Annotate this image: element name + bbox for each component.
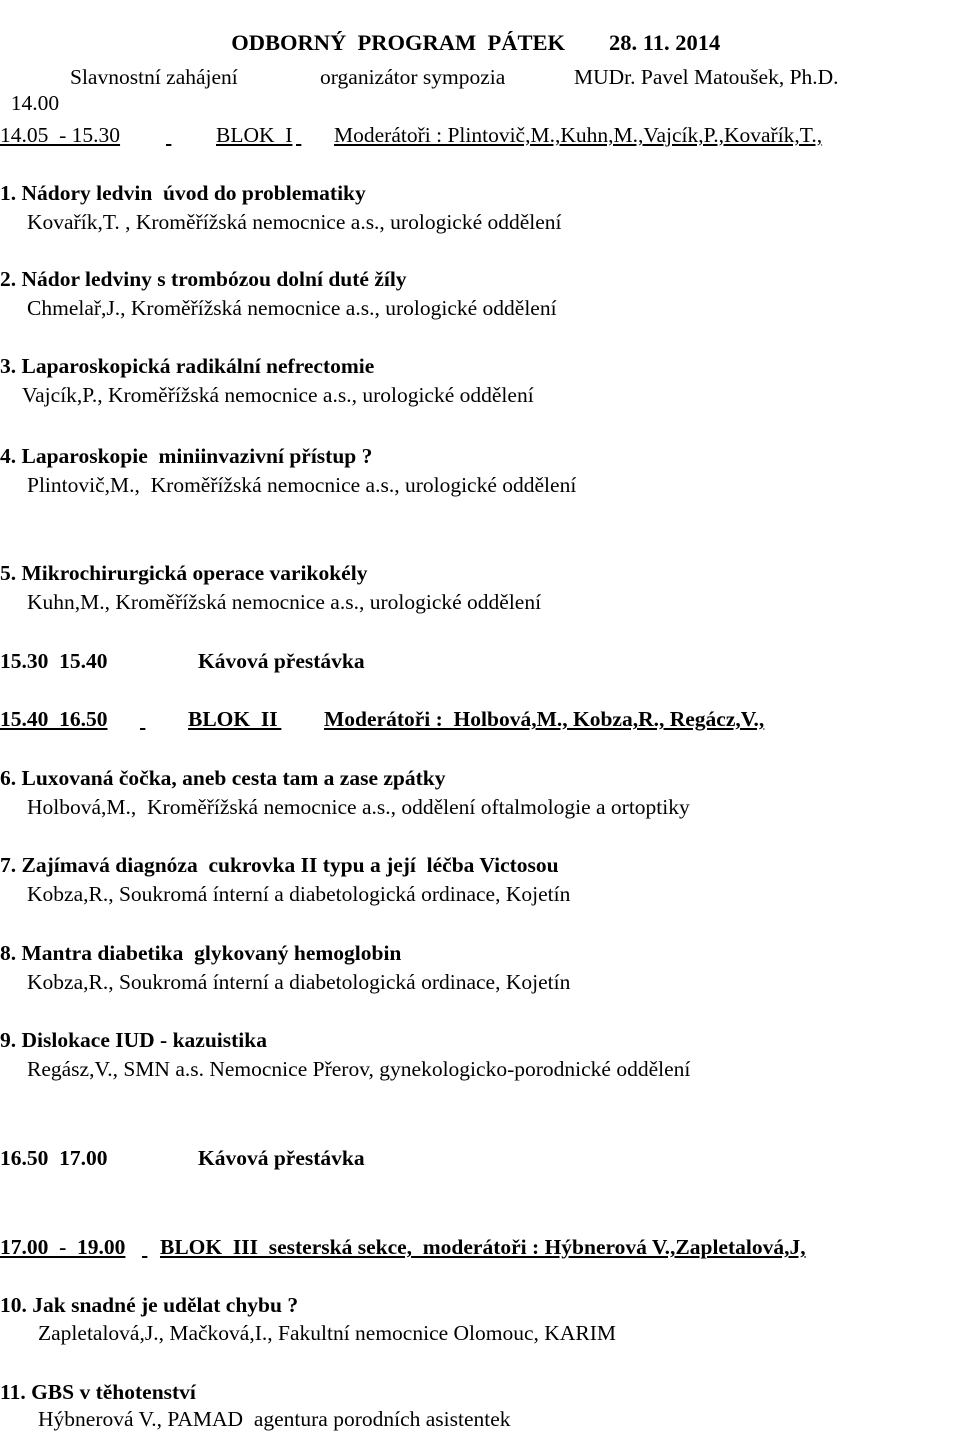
- talk-9-title: 9. Dislokace IUD - kazuistika: [0, 1028, 267, 1052]
- block1-spacer1: [166, 122, 216, 148]
- talk-7-title: 7. Zajímavá diagnóza cukrovka II typu a její léčba Victosou: [0, 853, 559, 877]
- block3-text: BLOK III sesterská sekce, moderátoři : Hýbnerová V.,Zapletalová,J,: [160, 1235, 806, 1259]
- talk-5-author: Kuhn,M., Kroměřížská nemocnice a.s., urologické oddělení: [27, 590, 542, 614]
- break1-time: 15.30 15.40: [0, 649, 108, 673]
- block3-time: 17.00 - 19.00: [0, 1235, 126, 1259]
- talk-3-author: Vajcík,P., Kroměřížská nemocnice a.s., urologické oddělení: [22, 383, 534, 407]
- talk-7-author: Kobza,R., Soukromá ínterní a diabetologická ordinace, Kojetín: [27, 882, 571, 906]
- talk-11-author: Hýbnerová V., PAMAD agentura porodních asistentek: [38, 1407, 511, 1431]
- block2-moderators: Moderátoři : Holbová,M., Kobza,R., Regácz,V.,: [324, 707, 765, 731]
- program-date: 28. 11. 2014: [609, 30, 721, 55]
- program-title-text: ODBORNÝ PROGRAM PÁTEK: [231, 30, 565, 55]
- talk-2-title: 2. Nádor ledviny s trombózou dolní duté žíly: [0, 267, 407, 291]
- opening-row: [0, 64, 59, 116]
- block1-moderators: Moderátoři : Plintovič,M.,Kuhn,M.,Vajcík,P.,Kovařík,T.,: [334, 123, 823, 147]
- talk-1-author: Kovařík,T. , Kroměřížská nemocnice a.s., urologické oddělení: [27, 210, 562, 234]
- break2-label: Kávová přestávka: [198, 1146, 365, 1170]
- talk-10-author: Zapletalová,J., Mačková,I., Fakultní nemocnice Olomouc, KARIM: [38, 1321, 616, 1345]
- block2-time: 15.40 16.50: [0, 707, 108, 731]
- talk-8-title: 8. Mantra diabetika glykovaný hemoglobin: [0, 941, 402, 965]
- block2-spacer1: [140, 706, 188, 732]
- opening-person: MUDr. Pavel Matoušek, Ph.D.: [574, 65, 839, 89]
- talk-11-title: 11. GBS v těhotenství: [0, 1380, 196, 1404]
- talk-1-title: 1. Nádory ledvin úvod do problematiky: [0, 181, 366, 205]
- break1-label: Kávová přestávka: [198, 649, 365, 673]
- program-title: [220, 4, 720, 56]
- block2-name: BLOK II: [188, 707, 278, 731]
- talk-5-title: 5. Mikrochirurgická operace varikokély: [0, 561, 368, 585]
- talk-6-author: Holbová,M., Kroměřížská nemocnice a.s., oddělení oftalmologie a ortoptiky: [27, 795, 690, 819]
- block3-spacer: [142, 1234, 162, 1260]
- opening-time: 14.00: [10, 91, 60, 115]
- block1-name: BLOK I: [216, 123, 293, 147]
- talk-8-author: Kobza,R., Soukromá ínterní a diabetologická ordinace, Kojetín: [27, 970, 571, 994]
- talk-2-author: Chmelař,J., Kroměřížská nemocnice a.s., urologické oddělení: [27, 296, 557, 320]
- block1-spacer2: [296, 122, 336, 148]
- talk-4-title: 4. Laparoskopie miniinvazivní přístup ?: [0, 444, 373, 468]
- break2-time: 16.50 17.00: [0, 1146, 108, 1170]
- opening-label: Slavnostní zahájení: [70, 65, 238, 89]
- block2-spacer2: [276, 706, 324, 732]
- talk-3-title: 3. Laparoskopická radikální nefrectomie: [0, 354, 375, 378]
- talk-6-title: 6. Luxovaná čočka, aneb cesta tam a zase zpátky: [0, 766, 446, 790]
- talk-10-title: 10. Jak snadné je udělat chybu ?: [0, 1293, 299, 1317]
- talk-9-author: Regász,V., SMN a.s. Nemocnice Přerov, gynekologicko-porodnické oddělení: [27, 1057, 691, 1081]
- block1-time: 14.05 - 15.30: [0, 123, 121, 147]
- opening-organizer: organizátor sympozia: [320, 65, 506, 89]
- talk-4-author: Plintovič,M., Kroměřížská nemocnice a.s., urologické oddělení: [27, 473, 577, 497]
